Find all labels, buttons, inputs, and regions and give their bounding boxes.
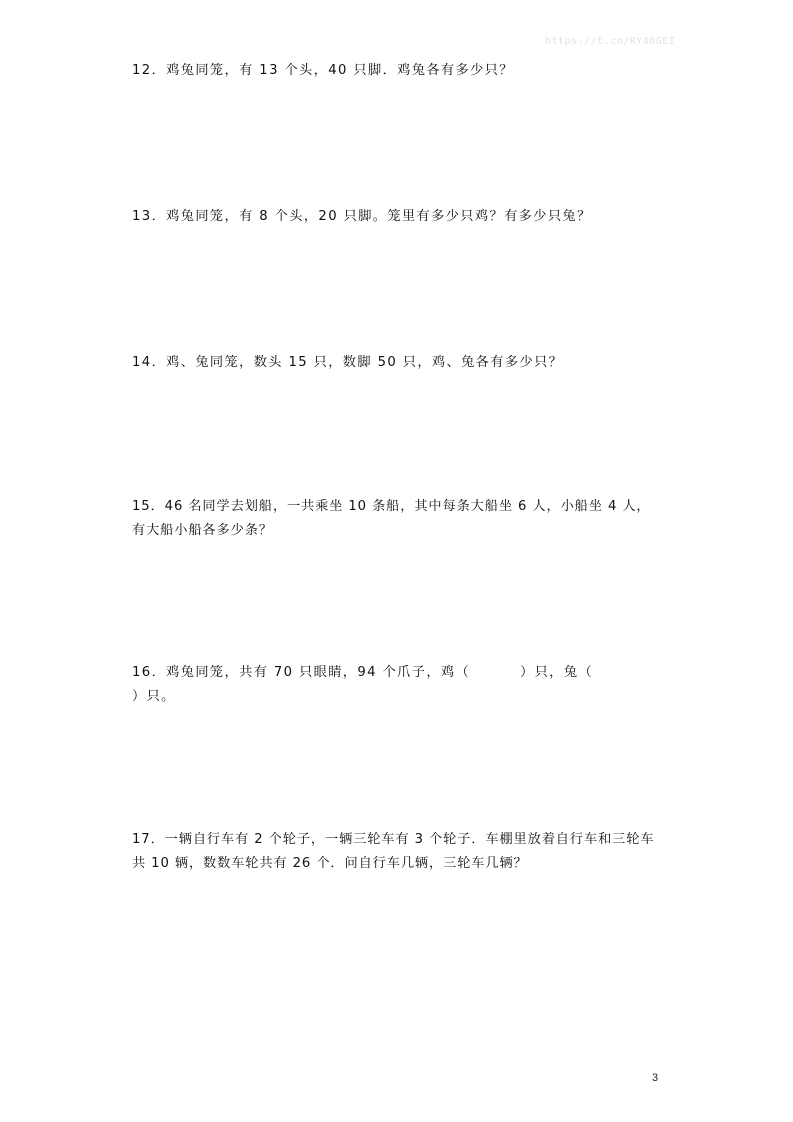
question-14: 14．鸡、兔同笼，数头 15 只，数脚 50 只，鸡、兔各有多少只？ <box>132 355 564 370</box>
question-17: 17．一辆自行车有 2 个轮子，一辆三轮车有 3 个轮子．车棚里放着自行车和三轮车共 10 辆，数数车轮共有 26 个．问自行车几辆，三轮车几辆？ <box>132 832 655 871</box>
question-16-part3: ）只。 <box>132 689 176 704</box>
page-number: 3 <box>652 1072 659 1084</box>
question-13: 13．鸡兔同笼，有 8 个头，20 只脚。笼里有多少只鸡？有多少只兔？ <box>132 209 592 224</box>
question-16 <box>132 661 662 709</box>
watermark-url: https://t.cn/RY46GEI <box>545 36 676 47</box>
question-16-part2: ）只，兔（ <box>520 665 594 680</box>
question-15: 15．46 名同学去划船，一共乘坐 10 条船，其中每条大船坐 6 人，小船坐 4 人，有大船小船各多少条？ <box>132 499 651 538</box>
question-16-part1: 16．鸡兔同笼，共有 70 只眼睛，94 个爪子，鸡（ <box>132 665 471 680</box>
question-12: 12．鸡兔同笼，有 13 个头，40 只脚．鸡兔各有多少只？ <box>132 63 514 78</box>
